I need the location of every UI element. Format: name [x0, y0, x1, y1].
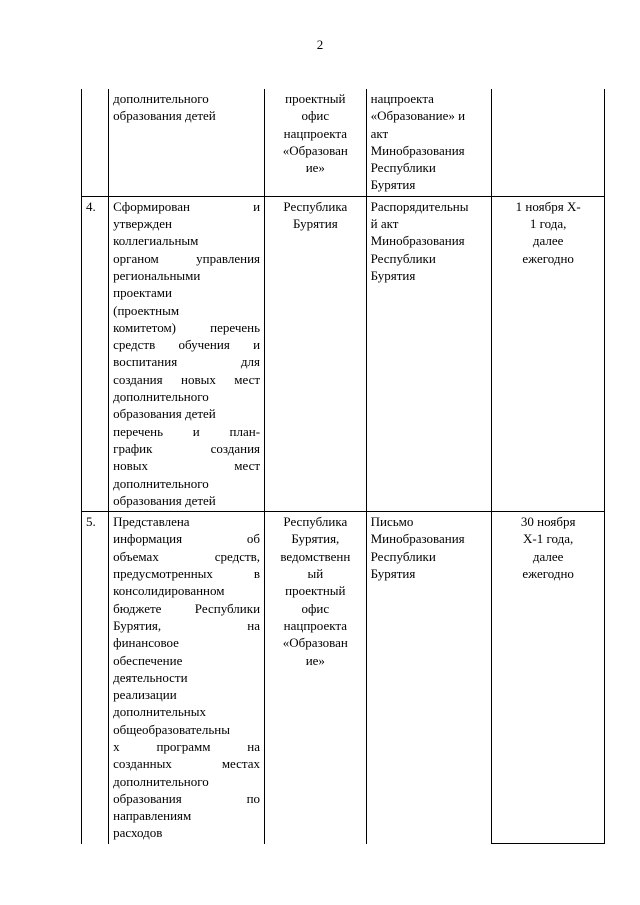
document-cell-line: Минобразования: [370, 531, 465, 547]
result-cell-line: новых мест: [113, 458, 261, 474]
document-cell-line: Республики: [370, 160, 436, 176]
document-cell-line: Письмо: [370, 514, 414, 530]
result-cell-line: дополнительных: [113, 704, 207, 720]
responsible-cell-line: ведомственн: [280, 548, 351, 564]
deadline-cell-line: X-1 года,: [523, 531, 574, 547]
responsible-cell-line: Республика: [283, 198, 348, 214]
result-cell-line: дополнительного: [113, 389, 209, 405]
result-cell-line: дополнительного: [113, 91, 209, 106]
result-cell: [109, 196, 265, 511]
responsible-cell-line: ие»: [305, 652, 325, 668]
deadline-cell-line: далее: [532, 548, 564, 564]
responsible-cell-line: офис: [301, 108, 330, 124]
responsible-cell-line: «Образован: [282, 635, 348, 651]
responsible-cell-line: Бурятия: [292, 216, 338, 232]
row-number-cell: [82, 196, 109, 511]
result-cell-line: образования детей: [113, 108, 216, 124]
table-row: [82, 196, 605, 511]
result-cell-line: информация об: [113, 531, 261, 547]
deadline-cell: [492, 196, 605, 511]
result-cell-line: перечень и план-: [113, 423, 261, 439]
document-cell-line: Распорядительны: [370, 198, 469, 214]
result-cell-line: Бурятия, на: [113, 617, 261, 633]
result-cell-line: обеспечение: [113, 652, 183, 668]
responsible-cell-line: ый: [307, 566, 324, 582]
result-cell-line: (проектным: [113, 302, 180, 318]
deadline-cell-line: 1 года,: [529, 216, 567, 232]
result-cell: [109, 512, 265, 844]
responsible-cell: [265, 89, 367, 196]
table-row: [82, 89, 605, 196]
document-cell-line: «Образование» и: [370, 108, 466, 124]
responsible-cell: [265, 196, 367, 511]
result-cell-line: образования по: [113, 790, 261, 806]
table-row: [82, 512, 605, 844]
deadline-cell-line: далее: [532, 233, 564, 249]
result-cell-line: создания новых мест: [113, 371, 261, 387]
result-cell-line: деятельности: [113, 669, 188, 685]
result-cell-line: финансовое: [113, 635, 179, 651]
page-number: 2: [316, 37, 324, 52]
responsible-cell-line: ие»: [305, 160, 325, 176]
deadline-cell-line: ежегодно: [522, 250, 574, 266]
responsible-cell-line: нацпроекта: [283, 125, 347, 141]
result-cell: [109, 89, 265, 196]
result-cell-line: Сформирован и: [113, 198, 261, 214]
document-cell: [366, 512, 492, 844]
result-cell-line: бюджете Республики: [113, 600, 261, 616]
result-cell-line: органом управления: [113, 250, 261, 266]
responsible-cell-line: нацпроекта: [283, 617, 347, 633]
result-cell-line: образования детей: [113, 492, 216, 508]
document-cell-line: акт: [370, 125, 389, 141]
responsible-cell-line: проектный: [285, 583, 346, 599]
document-cell: [366, 196, 492, 511]
result-cell-line: образования детей: [113, 406, 216, 422]
result-cell-line: объемах средств,: [113, 548, 261, 564]
result-cell-line: консолидированном: [113, 583, 225, 599]
deadline-cell-line: 30 ноября: [520, 514, 576, 530]
result-cell-line: проектами: [113, 285, 172, 301]
result-cell-line: предусмотренных в: [113, 566, 261, 582]
result-cell-line: направлениям: [113, 808, 192, 824]
row-number: 5.: [86, 514, 96, 530]
deadline-cell-line: ежегодно: [522, 566, 574, 582]
result-cell-line: созданных местах: [113, 756, 261, 772]
result-cell-line: дополнительного: [113, 773, 209, 789]
result-cell-line: средств обучения и: [113, 337, 261, 353]
result-cell-line: общеобразовательны: [113, 721, 230, 737]
activities-table: [81, 89, 605, 844]
document-cell-line: Республики: [370, 250, 436, 266]
result-cell-line: х программ на: [113, 738, 261, 754]
deadline-cell: [492, 89, 605, 196]
result-cell-line: график создания: [113, 440, 261, 456]
deadline-cell: [492, 512, 605, 844]
document-cell-line: Бурятия: [370, 177, 416, 193]
responsible-cell-line: Бурятия,: [291, 531, 340, 547]
responsible-cell: [265, 512, 367, 844]
result-cell-line: комитетом) перечень: [113, 319, 261, 335]
result-cell-line: утвержден: [113, 216, 172, 232]
document-cell: [366, 89, 492, 196]
document-cell-line: й акт: [370, 216, 399, 232]
deadline-cell-line: 1 ноября X-: [515, 198, 581, 214]
document-cell-line: Бурятия: [370, 267, 416, 283]
document-cell-line: Минобразования: [370, 233, 465, 249]
row-number: 4.: [86, 198, 96, 214]
result-cell-line: региональными: [113, 267, 201, 283]
document-cell-line: Бурятия: [370, 566, 416, 582]
result-cell-line: коллегиальным: [113, 233, 199, 249]
responsible-cell-line: проектный: [285, 91, 346, 106]
row-number-cell: [82, 512, 109, 844]
row-number-cell: [82, 89, 109, 196]
result-cell-line: реализации: [113, 687, 177, 703]
result-cell-line: расходов: [113, 825, 163, 841]
result-cell-line: воспитания для: [113, 354, 261, 370]
responsible-cell-line: офис: [301, 600, 330, 616]
result-cell-line: Представлена: [113, 514, 190, 530]
result-cell-line: дополнительного: [113, 475, 209, 491]
document-cell-line: нацпроекта: [370, 91, 434, 106]
document-cell-line: Республики: [370, 548, 436, 564]
responsible-cell-line: Республика: [283, 514, 348, 530]
document-cell-line: Минобразования: [370, 142, 465, 158]
responsible-cell-line: «Образован: [282, 142, 348, 158]
